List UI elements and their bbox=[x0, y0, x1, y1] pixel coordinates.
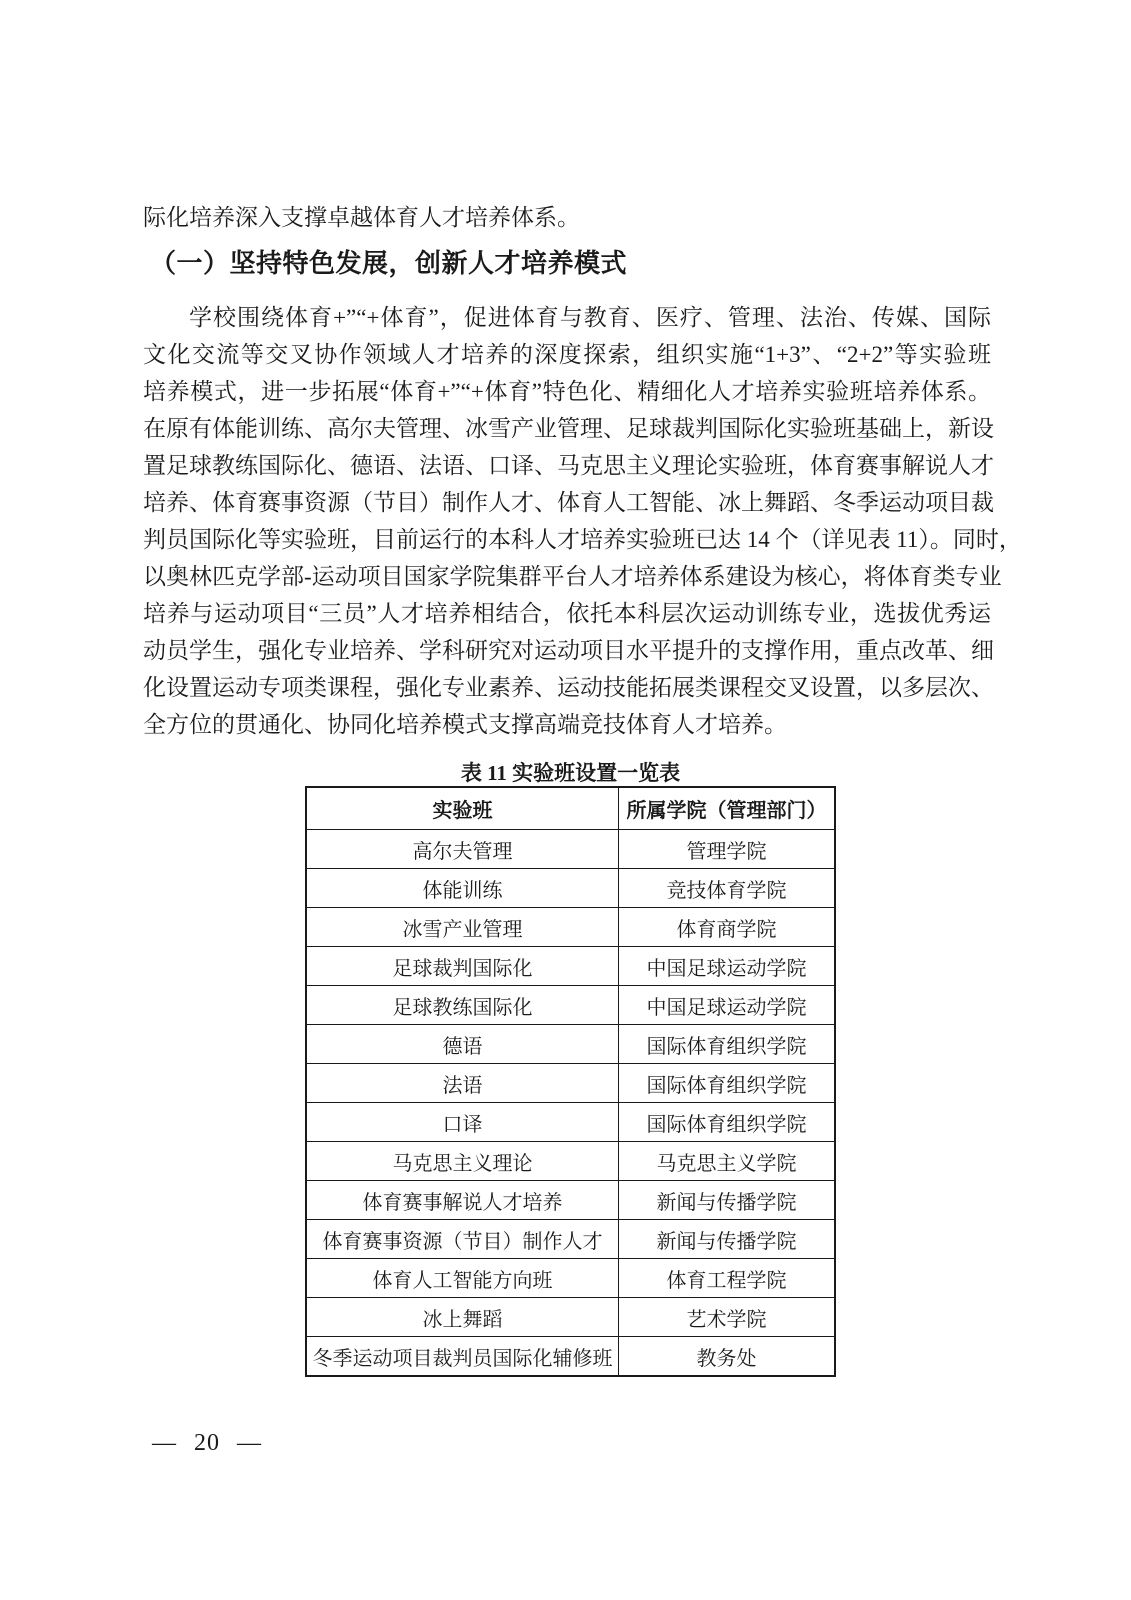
college-cell: 国际体育组织学院 bbox=[618, 1025, 834, 1063]
experiment-class-cell: 马克思主义理论 bbox=[392, 1152, 533, 1175]
paragraph-line: 动员学生，强化专业培养、学科研究对运动项目水平提升的支撑作用，重点改革、细 bbox=[143, 638, 994, 663]
college-cell: 新闻与传播学院 bbox=[618, 1220, 834, 1258]
paragraph-line: 判员国际化等实验班，目前运行的本科人才培养实验班已达 14 个（详见表 11）。同时， bbox=[143, 527, 1022, 552]
college-cell: 体育商学院 bbox=[618, 908, 834, 946]
paragraph-line: 置足球教练国际化、德语、法语、口译、马克思主义理论实验班，体育赛事解说人才 bbox=[143, 453, 994, 478]
intro-line: 际化培养深入支撑卓越体育人才培养体系。 bbox=[143, 205, 580, 230]
table-row bbox=[307, 907, 834, 946]
table-row bbox=[307, 1336, 834, 1375]
experiment-class-cell: 足球教练国际化 bbox=[392, 996, 533, 1019]
page-number: — 20 — bbox=[152, 1430, 262, 1456]
table-row bbox=[307, 1102, 834, 1141]
paragraph-line: 培养与运动项目“三员”人才培养相结合，依托本科层次运动训练专业，选拔优秀运 bbox=[143, 601, 991, 626]
college-cell: 国际体育组织学院 bbox=[618, 1103, 834, 1141]
section-heading: （一）坚持特色发展，创新人才培养模式 bbox=[150, 248, 628, 278]
table-row bbox=[307, 829, 834, 868]
paragraph-line: 培养、体育赛事资源（节目）制作人才、体育人工智能、冰上舞蹈、冬季运动项目裁 bbox=[143, 490, 994, 515]
experiment-class-cell: 冰雪产业管理 bbox=[402, 918, 523, 941]
paragraph-line: 文化交流等交叉协作领域人才培养的深度探索，组织实施“1+3”、“2+2”等实验班 bbox=[143, 342, 991, 367]
table-row bbox=[307, 1180, 834, 1219]
table-title: 表 11 实验班设置一览表 bbox=[460, 761, 681, 785]
table-row bbox=[307, 1141, 834, 1180]
table-row bbox=[307, 868, 834, 907]
header-experiment-class: 实验班 bbox=[432, 800, 493, 822]
experiment-class-cell: 德语 bbox=[442, 1035, 483, 1058]
experiment-class-cell: 口译 bbox=[442, 1113, 483, 1136]
experiment-class-cell: 体育人工智能方向班 bbox=[372, 1269, 553, 1292]
table-row bbox=[307, 1219, 834, 1258]
paragraph-line: 以奥林匹克学部-运动项目国家学院集群平台人才培养体系建设为核心，将体育类专业 bbox=[143, 564, 1002, 589]
college-cell: 中国足球运动学院 bbox=[618, 986, 834, 1024]
experiment-class-cell: 法语 bbox=[442, 1074, 483, 1097]
college-cell: 管理学院 bbox=[618, 830, 834, 868]
paragraph-line: 学校围绕体育+”“+体育”，促进体育与教育、医疗、管理、法治、传媒、国际 bbox=[189, 305, 991, 330]
body-paragraph bbox=[143, 299, 1022, 743]
table-row bbox=[307, 1297, 834, 1336]
table-row bbox=[307, 1258, 834, 1297]
header-college: 所属学院（管理部门） bbox=[618, 788, 834, 829]
paragraph-line: 在原有体能训练、高尔夫管理、冰雪产业管理、足球裁判国际化实验班基础上，新设 bbox=[143, 416, 994, 441]
experiment-class-cell: 高尔夫管理 bbox=[412, 840, 513, 863]
experiment-class-cell: 体能训练 bbox=[422, 879, 503, 902]
college-cell: 新闻与传播学院 bbox=[618, 1181, 834, 1219]
college-cell: 艺术学院 bbox=[618, 1298, 834, 1336]
experiment-class-cell: 冰上舞蹈 bbox=[422, 1308, 503, 1331]
experiment-class-cell: 体育赛事解说人才培养 bbox=[362, 1191, 563, 1214]
table-row bbox=[307, 946, 834, 985]
experiment-class-cell: 冬季运动项目裁判员国际化辅修班 bbox=[312, 1347, 613, 1370]
experiment-class-table bbox=[305, 786, 836, 1377]
college-cell: 教务处 bbox=[618, 1337, 834, 1375]
experiment-class-cell: 体育赛事资源（节目）制作人才 bbox=[322, 1230, 603, 1253]
table-row bbox=[307, 1063, 834, 1102]
table-row bbox=[307, 1024, 834, 1063]
college-cell: 马克思主义学院 bbox=[618, 1142, 834, 1180]
table-row bbox=[307, 985, 834, 1024]
paragraph-line: 化设置运动专项类课程，强化专业素养、运动技能拓展类课程交叉设置，以多层次、 bbox=[143, 675, 994, 700]
college-cell: 体育工程学院 bbox=[618, 1259, 834, 1297]
experiment-class-cell: 足球裁判国际化 bbox=[392, 957, 533, 980]
college-cell: 竞技体育学院 bbox=[618, 869, 834, 907]
college-cell: 国际体育组织学院 bbox=[618, 1064, 834, 1102]
college-cell: 中国足球运动学院 bbox=[618, 947, 834, 985]
paragraph-line: 全方位的贯通化、协同化培养模式支撑高端竞技体育人才培养。 bbox=[143, 712, 787, 737]
table-header-row bbox=[307, 788, 834, 829]
paragraph-line: 培养模式，进一步拓展“体育+”“+体育”特色化、精细化人才培养实验班培养体系。 bbox=[143, 379, 991, 404]
